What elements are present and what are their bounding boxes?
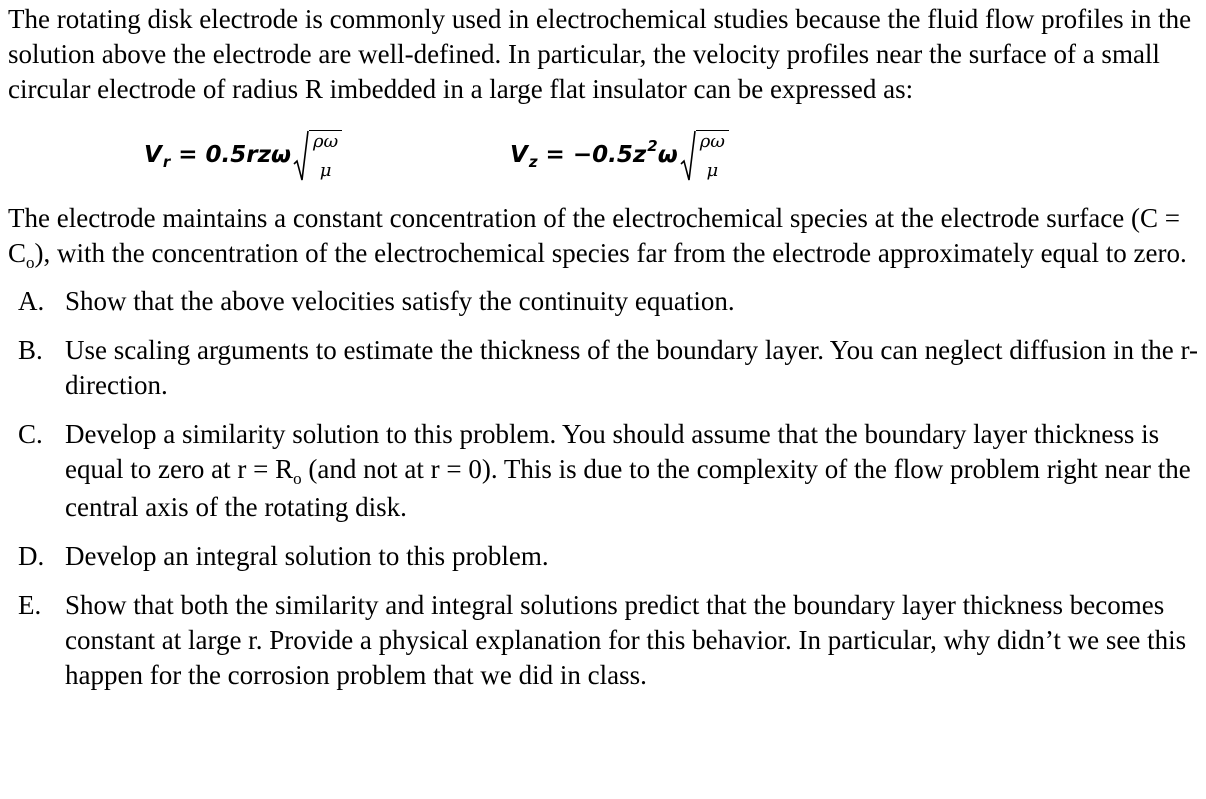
vr-subscript: r xyxy=(162,153,171,171)
condition-subscript: o xyxy=(26,253,35,272)
vr-rhs: = 0.5rzω xyxy=(170,142,291,168)
item-text: Show that both the similarity and integral solutions predict that the boundary layer thickness becomes constant at large r. Provide a physical explanation for this behavior. In particular, why didn’t we see this happen for the corrosion problem that we did in class. xyxy=(65,590,1187,690)
radial-velocity-equation xyxy=(144,125,342,185)
vr-rad-numerator: ρω xyxy=(312,131,339,152)
vr-rad-denominator: μ xyxy=(319,160,332,181)
vz-rad-numerator: ρω xyxy=(699,131,725,152)
condition-text-1: The electrode maintains a constant concentration of the electrochemical species at the electrode surface (C = C xyxy=(8,203,1180,268)
item-text-a: Develop a similarity solution to this problem. You should assume that the boundary layer thickness is equal to zero at r = R xyxy=(65,419,1160,484)
velocity-equations xyxy=(8,125,1198,197)
vz-sqrt xyxy=(680,128,729,182)
item-letter: B. xyxy=(18,335,43,365)
question-list xyxy=(8,284,1198,693)
list-item xyxy=(8,539,1198,574)
item-text: Show that the above velocities satisfy the continuity equation. xyxy=(65,286,735,316)
item-letter: D. xyxy=(18,541,45,571)
item-text: Use scaling arguments to estimate the thickness of the boundary layer. You can neglect diffusion in the r-direction. xyxy=(65,335,1198,400)
document xyxy=(8,0,1198,707)
axial-velocity-equation xyxy=(510,125,729,185)
condition-text-2: ), with the concentration of the electrochemical species far from the electrode approximately equal to zero. xyxy=(34,238,1187,268)
radical-sign-icon xyxy=(680,128,696,182)
vz-superscript: 2 xyxy=(647,137,658,155)
item-text xyxy=(65,419,1191,522)
item-text-b: (and not at r = 0). This is due to the complexity of the flow problem right near the central axis of the rotating disk. xyxy=(65,454,1191,522)
list-item xyxy=(8,588,1198,693)
intro-paragraph: The rotating disk electrode is commonly used in electrochemical studies because the fluid flow profiles in the solution above the electrode are well-defined. In particular, the velocity profiles near the surface of a small circular electrode of radius R imbedded in a large flat insulator can be expressed as: xyxy=(8,4,1192,104)
item-letter: C. xyxy=(18,419,43,449)
vr-symbol: V xyxy=(144,142,162,168)
list-item xyxy=(8,417,1198,525)
item-subscript: o xyxy=(293,469,302,488)
item-letter: A. xyxy=(18,286,45,316)
vz-radicand xyxy=(696,130,729,182)
radical-sign-icon xyxy=(293,128,309,182)
vz-rad-denominator: μ xyxy=(706,160,719,181)
vr-radicand xyxy=(309,130,342,182)
vr-sqrt xyxy=(293,128,342,182)
vz-rhs-b: ω xyxy=(657,142,678,168)
vz-rhs-a: = −0.5z xyxy=(537,142,647,168)
item-letter: E. xyxy=(18,590,42,620)
boundary-condition-paragraph xyxy=(8,201,1198,274)
list-item xyxy=(8,284,1198,319)
vz-symbol: V xyxy=(510,142,528,168)
item-text: Develop an integral solution to this problem. xyxy=(65,541,549,571)
vz-subscript: z xyxy=(528,153,538,171)
list-item xyxy=(8,333,1198,403)
